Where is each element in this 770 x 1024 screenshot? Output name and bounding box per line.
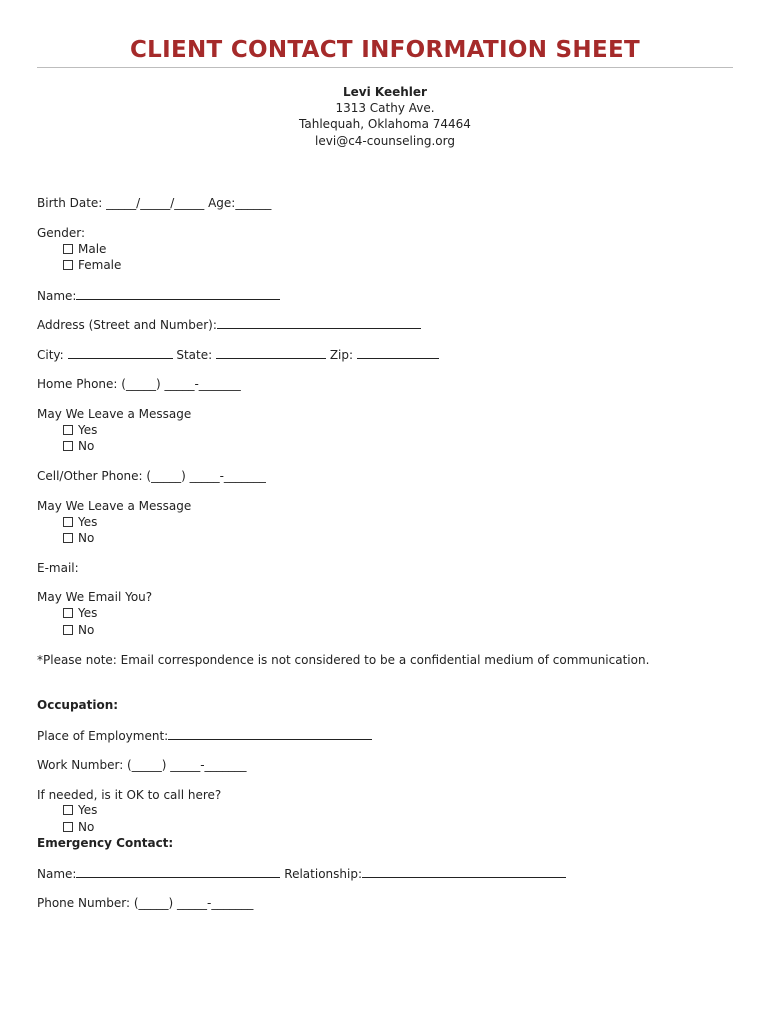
emergency-contact-heading: Emergency Contact: xyxy=(37,836,174,850)
title-divider xyxy=(37,67,733,68)
relationship-label: Relationship: xyxy=(284,867,362,881)
state-label: State: xyxy=(176,348,213,362)
zip-blank[interactable] xyxy=(357,346,439,359)
checkbox-icon[interactable] xyxy=(63,533,73,543)
zip-label: Zip: xyxy=(329,348,354,362)
option-label: No xyxy=(78,820,95,834)
page-title: CLIENT CONTACT INFORMATION SHEET xyxy=(130,37,640,63)
email-confidentiality-note: *Please note: Email correspondence is not considered to be a confidential medium of communication. xyxy=(37,653,650,667)
employment-label: Place of Employment: xyxy=(37,729,169,743)
name-blank[interactable] xyxy=(76,287,280,300)
cell-message-no-option[interactable] xyxy=(63,530,94,546)
checkbox-icon[interactable] xyxy=(63,608,73,618)
option-label: Yes xyxy=(78,803,98,817)
checkbox-icon[interactable] xyxy=(63,260,73,270)
state-blank[interactable] xyxy=(216,346,326,359)
employment-blank[interactable] xyxy=(168,727,372,740)
checkbox-icon[interactable] xyxy=(63,625,73,635)
checkbox-icon[interactable] xyxy=(63,425,73,435)
provider-email: levi@c4-counseling.org xyxy=(315,134,455,148)
home-message-no-option[interactable] xyxy=(63,438,94,454)
email-yes-option[interactable] xyxy=(63,605,97,621)
employment-field[interactable] xyxy=(37,727,372,744)
leave-message-label-2: May We Leave a Message xyxy=(37,499,192,513)
name-label: Name: xyxy=(37,289,77,303)
option-label: Female xyxy=(78,258,122,272)
gender-label: Gender: xyxy=(37,226,86,240)
home-phone-field[interactable]: Home Phone: (_____) _____-_______ xyxy=(37,377,241,391)
provider-name: Levi Keehler xyxy=(343,85,427,99)
emergency-name-blank[interactable] xyxy=(76,865,280,878)
checkbox-icon[interactable] xyxy=(63,517,73,527)
city-blank[interactable] xyxy=(68,346,173,359)
ok-to-call-no-option[interactable] xyxy=(63,819,94,835)
email-you-label: May We Email You? xyxy=(37,590,153,604)
ok-to-call-label: If needed, is it OK to call here? xyxy=(37,788,222,802)
leave-message-label-1: May We Leave a Message xyxy=(37,407,192,421)
home-message-yes-option[interactable] xyxy=(63,422,97,438)
address-field[interactable] xyxy=(37,316,421,333)
checkbox-icon[interactable] xyxy=(63,244,73,254)
emergency-phone-field[interactable]: Phone Number: (_____) _____-_______ xyxy=(37,896,254,910)
option-label: No xyxy=(78,439,95,453)
checkbox-icon[interactable] xyxy=(63,805,73,815)
emergency-name-label: Name: xyxy=(37,867,77,881)
work-number-field[interactable]: Work Number: (_____) _____-_______ xyxy=(37,758,247,772)
name-field[interactable] xyxy=(37,287,280,304)
gender-male-option[interactable] xyxy=(63,241,106,257)
emergency-name-row[interactable] xyxy=(37,865,566,882)
email-no-option[interactable] xyxy=(63,622,94,638)
option-label: No xyxy=(78,531,95,545)
address-blank[interactable] xyxy=(217,316,421,329)
city-state-zip-row[interactable] xyxy=(37,346,439,363)
checkbox-icon[interactable] xyxy=(63,441,73,451)
option-label: Yes xyxy=(78,515,98,529)
birth-date-field[interactable]: Birth Date: _____/_____/_____ Age:______ xyxy=(37,196,272,210)
email-field[interactable]: E-mail: xyxy=(37,561,79,575)
option-label: No xyxy=(78,623,95,637)
ok-to-call-yes-option[interactable] xyxy=(63,802,97,818)
city-label: City: xyxy=(37,348,64,362)
option-label: Male xyxy=(78,242,107,256)
option-label: Yes xyxy=(78,606,98,620)
provider-city: Tahlequah, Oklahoma 74464 xyxy=(299,117,471,131)
cell-phone-field[interactable]: Cell/Other Phone: (_____) _____-_______ xyxy=(37,469,266,483)
option-label: Yes xyxy=(78,423,98,437)
relationship-blank[interactable] xyxy=(362,865,566,878)
cell-message-yes-option[interactable] xyxy=(63,514,97,530)
occupation-heading: Occupation: xyxy=(37,698,119,712)
provider-street: 1313 Cathy Ave. xyxy=(335,101,435,115)
gender-female-option[interactable] xyxy=(63,257,121,273)
address-label: Address (Street and Number): xyxy=(37,318,217,332)
checkbox-icon[interactable] xyxy=(63,822,73,832)
